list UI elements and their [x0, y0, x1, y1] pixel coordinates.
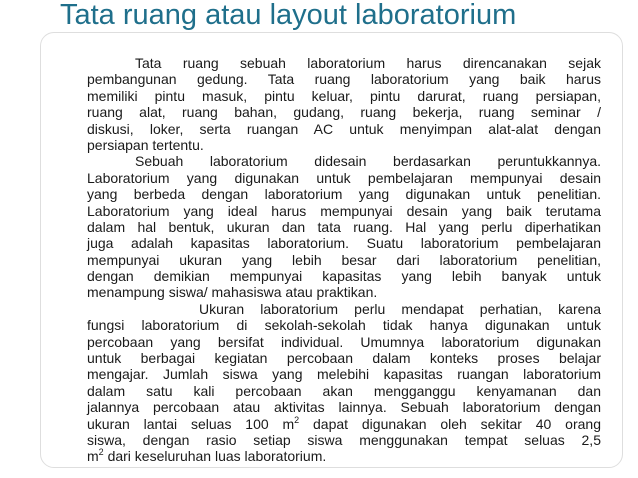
paragraph-lab-size [87, 301, 601, 465]
text-segment: dapat digunakan oleh sekitar 40 orang [299, 415, 601, 432]
paragraph-lab-design [87, 153, 601, 301]
text-line: percobaan yang bersifat individual. Umumnya laboratorium digunakan [87, 333, 601, 350]
text-line: diskusi, loker, serta ruangan AC untuk menyimpan alat-alat dengan [87, 120, 601, 137]
paragraph-layout-planning [87, 55, 601, 153]
text-line: persiapan tertentu. [87, 136, 204, 153]
text-line: mempunyai ukuran yang lebih besar dari laboratorium penelitian, [87, 251, 601, 268]
text-line: Sebuah laboratorium didesain berdasarkan peruntukkannya. [135, 153, 601, 170]
text-segment: dari keseluruhan luas laboratorium. [103, 448, 327, 465]
text-line: menampung siswa/ mahasiswa atau praktikan. [87, 284, 378, 301]
text-segment: ukuran lantai seluas 100 m [87, 415, 295, 432]
text-line: Laboratorium yang ideal harus mempunyai desain yang baik terutama [87, 202, 601, 219]
slide-title: Tata ruang atau layout laboratorium [60, 0, 517, 31]
slide-body [87, 55, 601, 465]
superscript: 2 [294, 414, 300, 425]
text-line-area-ratio [87, 448, 601, 464]
text-line: untuk berbagai kegiatan percobaan dalam konteks proses belajar [87, 350, 601, 367]
text-line: Tata ruang sebuah laboratorium harus direncanakan sejak [135, 55, 601, 71]
text-segment: m [87, 448, 99, 465]
text-line: juga adalah kapasitas laboratorium. Suatu laboratorium pembelajaran [87, 235, 601, 252]
text-line-area-100 [87, 416, 601, 432]
text-line: jalannya percobaan atau aktivitas lainnya. Sebuah laboratorium dengan [87, 399, 601, 416]
text-line: memiliki pintu masuk, pintu keluar, pintu darurat, ruang persiapan, [87, 87, 601, 104]
text-line: pembangunan gedung. Tata ruang laboratorium yang baik harus [87, 71, 601, 88]
superscript: 2 [98, 447, 104, 458]
text-line: dalam satu kali percobaan akan mengganggu kenyamanan dan [87, 382, 601, 399]
text-line: mengajar. Jumlah siswa yang melebihi kapasitas ruangan laboratorium [87, 366, 601, 383]
text-line: siswa, dengan rasio setiap siswa menggunakan tempat seluas 2,5 [87, 431, 601, 448]
text-line: ruang alat, ruang bahan, gudang, ruang bekerja, ruang seminar / [87, 104, 601, 121]
text-line: Ukuran laboratorium perlu mendapat perhatian, karena [199, 300, 601, 317]
text-line: dalam hal bentuk, ukuran dan tata ruang. Hal yang perlu diperhatikan [87, 218, 601, 235]
text-line: fungsi laboratorium di sekolah-sekolah tidak hanya digunakan untuk [87, 317, 601, 334]
text-line: yang berbeda dengan laboratorium yang digunakan untuk penelitian. [87, 186, 601, 203]
text-line: dengan demikian mempunyai kapasitas yang lebih banyak untuk [87, 268, 601, 285]
text-line: Laboratorium yang digunakan untuk pembelajaran mempunyai desain [87, 169, 601, 186]
